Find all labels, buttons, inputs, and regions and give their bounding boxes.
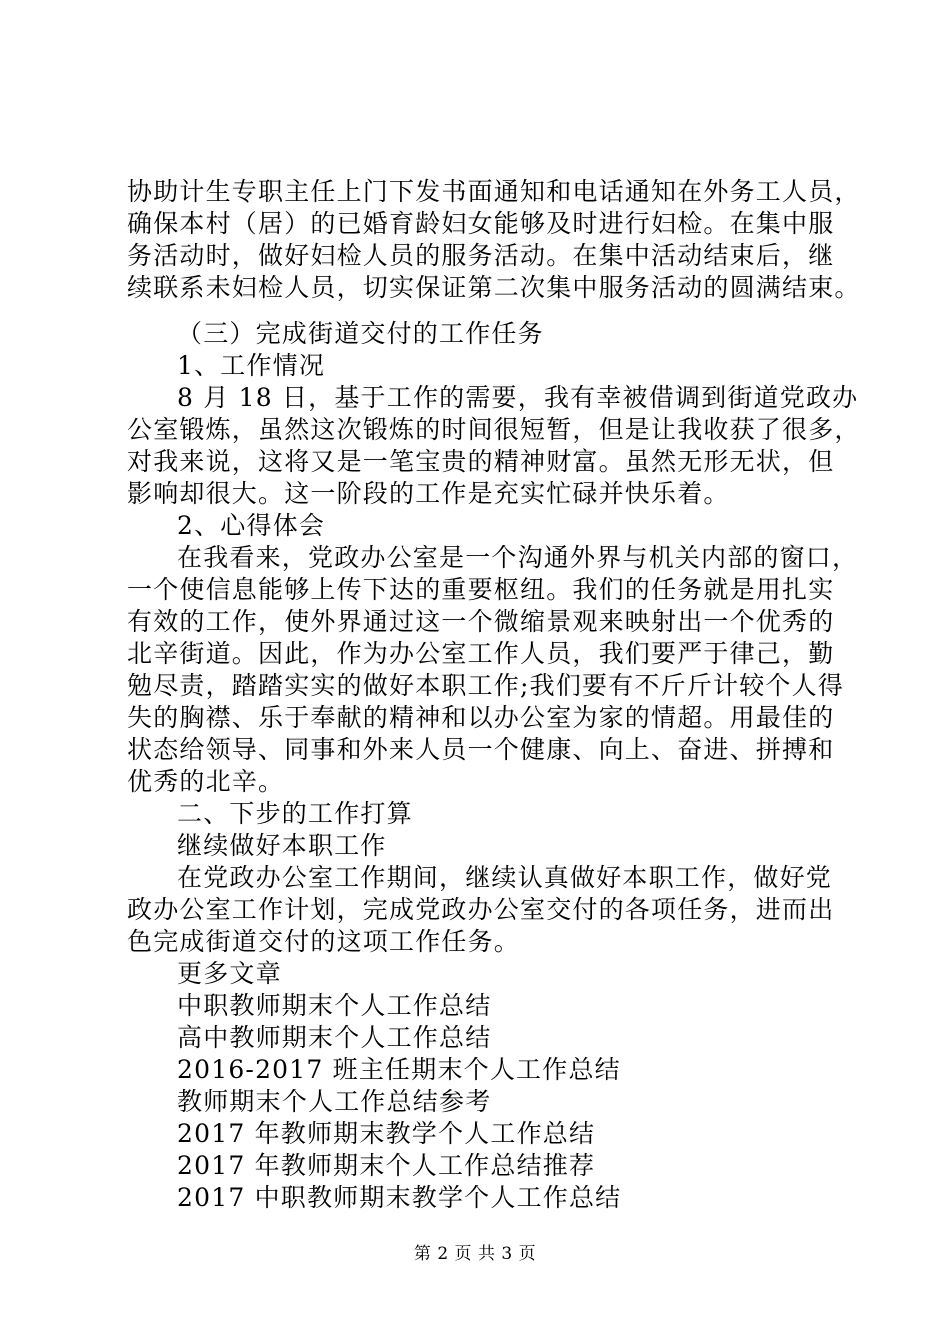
text-line: 在党政办公室工作期间，继续认真做好本职工作，做好党 [177, 863, 833, 892]
more-articles-heading: 更多文章 [177, 959, 282, 988]
article-link[interactable]: 2016-2017 班主任期末个人工作总结 [177, 1055, 621, 1084]
article-link[interactable]: 2017 年教师期末教学个人工作总结 [177, 1119, 596, 1148]
intro-paragraph [127, 176, 861, 304]
section-heading-3: （三）完成街道交付的工作任务 [177, 319, 544, 348]
more-articles-list [127, 990, 847, 1214]
article-link[interactable]: 高中教师期末个人工作总结 [177, 1023, 492, 1052]
paragraph-gap [127, 304, 847, 318]
work-status-paragraph [127, 382, 861, 510]
subheading-work-status: 1、工作情况 [177, 351, 326, 380]
text-line: 协助计生专职主任上门下发书面通知和电话通知在外务工人员， [127, 177, 861, 206]
page-footer: 第 2 页 共 3 页 [413, 1244, 537, 1264]
section-heading-2: 二、下步的工作打算 [177, 799, 413, 828]
text-line: 续联系未妇检人员，切实保证第二次集中服务活动的圆满结束。 [127, 273, 861, 302]
text-line: 在我看来，党政办公室是一个沟通外界与机关内部的窗口， [177, 543, 859, 572]
article-link[interactable]: 2017 年教师期末个人工作总结推荐 [177, 1151, 596, 1180]
text-line: 8 月 18 日，基于工作的需要，我有幸被借调到街道党政办 [177, 383, 859, 412]
text-line: 优秀的北辛。 [127, 767, 285, 796]
article-link[interactable]: 中职教师期末个人工作总结 [177, 991, 492, 1020]
article-link[interactable]: 2017 中职教师期末教学个人工作总结 [177, 1183, 622, 1212]
subheading-reflections: 2、心得体会 [177, 511, 326, 540]
document-body [127, 176, 861, 1214]
reflections-paragraph [127, 542, 859, 798]
text-line: 失的胸襟、乐于奉献的精神和以办公室为家的情超。用最佳的 [127, 703, 835, 732]
text-line: 影响却很大。这一阶段的工作是充实忙碌并快乐着。 [127, 479, 730, 508]
text-line: 政办公室工作计划，完成党政办公室交付的各项任务，进而出 [127, 895, 835, 924]
text-line: 对我来说，这将又是一笔宝贵的精神财富。虽然无形无状，但 [127, 447, 835, 476]
text-line: 一个使信息能够上传下达的重要枢纽。我们的任务就是用扎实 [127, 575, 835, 604]
text-line: 公室锻炼，虽然这次锻炼的时间很短暂，但是让我收获了很多， [127, 415, 861, 444]
text-line: 有效的工作，使外界通过这一个微缩景观来映射出一个优秀的 [127, 607, 835, 636]
text-line: 勉尽责，踏踏实实的做好本职工作;我们要有不斤斤计较个人得 [127, 671, 845, 700]
text-line: 务活动时，做好妇检人员的服务活动。在集中活动结束后，继 [127, 241, 835, 270]
text-line: 色完成街道交付的这项工作任务。 [127, 927, 521, 956]
text-line: 状态给领导、同事和外来人员一个健康、向上、奋进、拼搏和 [127, 735, 835, 764]
text-line: 确保本村（居）的已婚育龄妇女能够及时进行妇检。在集中服 [127, 209, 835, 238]
subheading-continue-work: 继续做好本职工作 [177, 831, 387, 860]
article-link[interactable]: 教师期末个人工作总结参考 [177, 1087, 492, 1116]
next-steps-paragraph [127, 862, 847, 958]
text-line: 北辛街道。因此，作为办公室工作人员，我们要严于律己，勤 [127, 639, 835, 668]
